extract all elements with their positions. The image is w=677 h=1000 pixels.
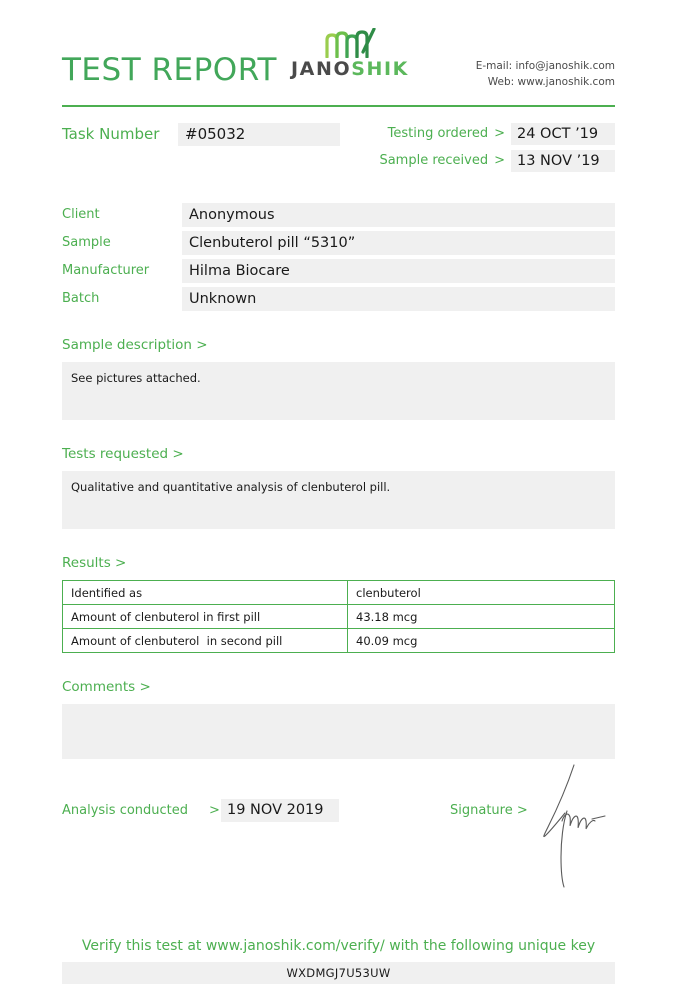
testing-ordered-separator: > bbox=[494, 126, 505, 141]
comments-heading: Comments > bbox=[62, 679, 151, 695]
sample-label: Sample bbox=[62, 235, 111, 250]
result-value-first-pill: 43.18 mcg bbox=[348, 605, 615, 629]
sample-received-value: 13 NOV ’19 bbox=[511, 150, 615, 172]
page-title: TEST REPORT bbox=[62, 52, 277, 88]
contact-info bbox=[476, 58, 615, 91]
client-label: Client bbox=[62, 207, 100, 222]
contact-email: E-mail: info@janoshik.com bbox=[475, 60, 615, 72]
contact-web: Web: www.janoshik.com bbox=[487, 76, 615, 89]
tests-requested-box: Qualitative and quantitative analysis of clenbuterol pill. bbox=[62, 471, 615, 529]
table-row bbox=[63, 605, 615, 629]
dates-block bbox=[315, 123, 615, 177]
sample-description-heading: Sample description > bbox=[62, 337, 208, 353]
table-row bbox=[63, 581, 615, 605]
batch-label: Batch bbox=[62, 291, 100, 306]
header-divider bbox=[62, 105, 615, 107]
testing-ordered-value: 24 OCT ’19 bbox=[511, 123, 615, 145]
result-key-identified-as: Identified as bbox=[63, 581, 348, 605]
tests-requested-section bbox=[62, 446, 615, 529]
comments-box bbox=[62, 704, 615, 759]
sample-description-section bbox=[62, 337, 615, 420]
table-row bbox=[63, 629, 615, 653]
result-key-second-pill: Amount of clenbuterol in second pill bbox=[63, 629, 348, 653]
results-section bbox=[62, 555, 615, 653]
sample-fields bbox=[62, 203, 615, 311]
task-number-row bbox=[62, 123, 615, 181]
result-value-identified-as: clenbuterol bbox=[348, 581, 615, 605]
field-row-manufacturer bbox=[62, 259, 615, 283]
manufacturer-value: Hilma Biocare bbox=[182, 259, 615, 283]
analysis-conducted-separator: > bbox=[209, 803, 220, 818]
results-heading: Results > bbox=[62, 555, 127, 571]
result-value-second-pill: 40.09 mcg bbox=[348, 629, 615, 653]
logo-word-dark: JANO bbox=[290, 58, 352, 80]
logo-wordmark bbox=[290, 60, 410, 79]
field-row-client bbox=[62, 203, 615, 227]
batch-value: Unknown bbox=[182, 287, 615, 311]
document-content bbox=[62, 0, 615, 1000]
logo-word-green: SHIK bbox=[351, 58, 409, 80]
task-number-value: #05032 bbox=[178, 123, 340, 146]
result-key-first-pill: Amount of clenbuterol in first pill bbox=[63, 605, 348, 629]
sample-received-separator: > bbox=[494, 153, 505, 168]
analysis-conducted-label: Analysis conducted bbox=[62, 803, 189, 818]
signature-label: Signature > bbox=[450, 803, 528, 818]
client-value: Anonymous bbox=[182, 203, 615, 227]
sample-description-box: See pictures attached. bbox=[62, 362, 615, 420]
testing-ordered-label: Testing ordered bbox=[387, 126, 489, 141]
tests-requested-heading: Tests requested > bbox=[62, 446, 184, 462]
janoshik-logo bbox=[290, 28, 410, 79]
sample-value: Clenbuterol pill “5310” bbox=[182, 231, 615, 255]
verify-footer bbox=[62, 938, 615, 984]
comments-section bbox=[62, 679, 615, 759]
manufacturer-label: Manufacturer bbox=[62, 263, 150, 278]
verify-instruction: Verify this test at www.janoshik.com/verify/ with the following unique key bbox=[81, 938, 596, 954]
sample-received-row bbox=[315, 150, 615, 172]
field-row-sample bbox=[62, 231, 615, 255]
results-table bbox=[62, 580, 615, 653]
analysis-conducted-date: 19 NOV 2019 bbox=[221, 799, 339, 822]
testing-ordered-row bbox=[315, 123, 615, 145]
signature-row bbox=[62, 797, 615, 893]
field-row-batch bbox=[62, 287, 615, 311]
handwritten-signature-icon bbox=[534, 761, 610, 891]
bar-chart-logo-icon bbox=[321, 28, 379, 58]
document-header bbox=[62, 0, 615, 105]
unique-key-value: WXDMGJ7U53UW bbox=[62, 962, 615, 984]
sample-received-label: Sample received bbox=[379, 153, 489, 168]
task-number-label: Task Number bbox=[62, 125, 160, 143]
